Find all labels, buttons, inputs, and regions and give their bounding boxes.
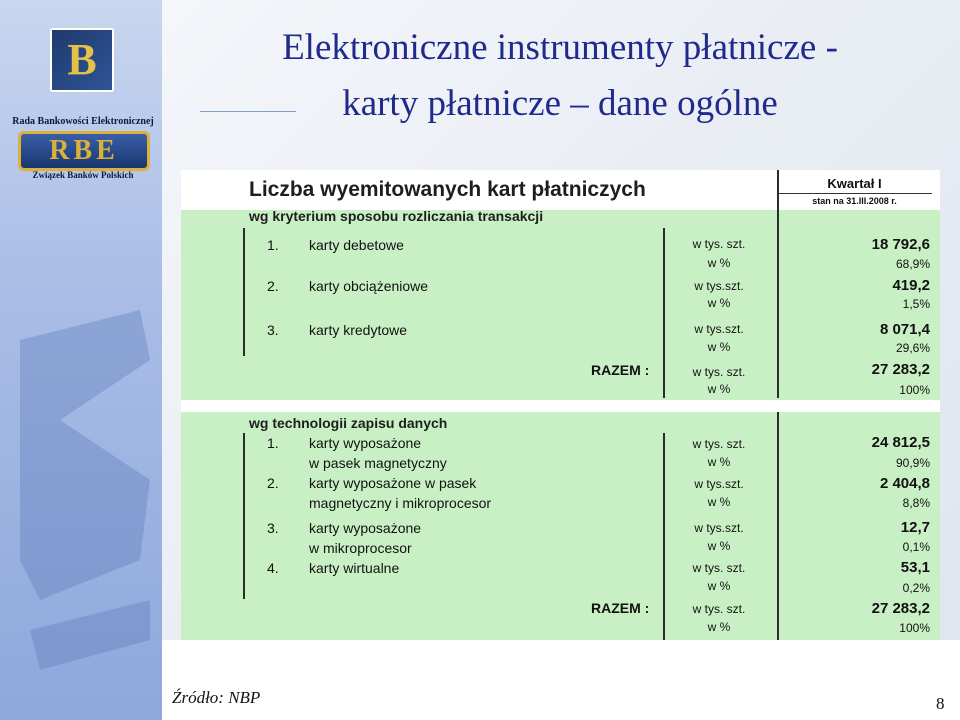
- row-unit: w tys. szt.: [692, 561, 746, 575]
- rbe-logo: RBE: [18, 131, 150, 171]
- section-divider: [181, 400, 940, 412]
- row-unit-pct: w %: [707, 340, 731, 354]
- row-unit-pct: w %: [707, 495, 731, 509]
- total-label: RAZEM :: [591, 362, 650, 378]
- row-num: 3.: [267, 322, 279, 338]
- row-num: 3.: [267, 520, 279, 536]
- row-unit: w tys. szt.: [692, 437, 746, 451]
- row-unit: w tys.szt.: [694, 477, 744, 491]
- section2-mid-rule: [663, 433, 665, 640]
- row-value: 419,2: [892, 277, 930, 294]
- row-value: 2 404,8: [879, 475, 930, 492]
- row-label-cont: w pasek magnetyczny: [309, 455, 447, 471]
- rbe-caption-bottom: Związek Banków Polskich: [32, 170, 134, 180]
- period-header: [777, 176, 932, 206]
- cards-table: [181, 170, 940, 640]
- period-label: Kwartał I: [827, 176, 882, 191]
- section1-right-rule: [777, 170, 779, 398]
- total-pct: 100%: [899, 383, 930, 397]
- row-label-cont: w mikroprocesor: [309, 540, 412, 556]
- row-label-cont: magnetyczny i mikroprocesor: [309, 495, 492, 511]
- total-pct: 100%: [899, 621, 930, 635]
- total-value: 27 283,2: [871, 600, 930, 617]
- title-divider: [200, 111, 296, 112]
- row-num: 1.: [267, 237, 279, 253]
- row-unit: w tys. szt.: [692, 237, 746, 251]
- row-pct: 1,5%: [902, 297, 930, 311]
- total-value: 27 283,2: [871, 361, 930, 378]
- row-pct: 0,2%: [902, 581, 930, 595]
- total-label: RAZEM :: [591, 600, 650, 616]
- row-num: 2.: [267, 278, 279, 294]
- row-value: 53,1: [900, 559, 930, 576]
- period-note: stan na 31.III.2008 r.: [812, 196, 897, 206]
- table-title: Liczba wyemitowanych kart płatniczych: [249, 178, 646, 201]
- row-label: karty wyposażone: [309, 520, 422, 536]
- row-value: 12,7: [900, 519, 930, 536]
- row-unit: w tys.szt.: [694, 279, 744, 293]
- section2-title: wg technologii zapisu danych: [249, 415, 448, 431]
- section2-right-rule: [777, 412, 779, 640]
- left-decor-bar: [0, 0, 162, 720]
- row-label: karty wyposażone: [309, 435, 422, 451]
- bank-logo-watermark-icon: [0, 300, 162, 720]
- row-value: 18 792,6: [871, 236, 930, 253]
- total-unit-pct: w %: [707, 620, 731, 634]
- row-unit-pct: w %: [707, 579, 731, 593]
- row-pct: 0,1%: [902, 540, 930, 554]
- row-pct: 29,6%: [895, 341, 930, 355]
- row-label: karty kredytowe: [309, 322, 408, 338]
- row-unit-pct: w %: [707, 296, 731, 310]
- section1-mid-rule: [663, 228, 665, 398]
- total-unit-pct: w %: [707, 382, 731, 396]
- row-unit-pct: w %: [707, 539, 731, 553]
- rbe-caption-top: Rada Bankowości Elektronicznej: [12, 116, 154, 127]
- slide-title-line2: karty płatnicze – dane ogólne: [342, 83, 778, 124]
- row-num: 4.: [267, 560, 279, 576]
- row-label: karty debetowe: [309, 237, 404, 253]
- period-divider: [777, 193, 932, 194]
- row-pct: 8,8%: [902, 496, 930, 510]
- row-pct: 90,9%: [895, 456, 930, 470]
- row-value: 24 812,5: [871, 434, 930, 451]
- bank-logo-icon: B: [50, 28, 114, 92]
- row-value: 8 071,4: [879, 321, 930, 338]
- slide-title-line1: Elektroniczne instrumenty płatnicze -: [282, 27, 838, 68]
- row-num: 2.: [267, 475, 279, 491]
- row-unit-pct: w %: [707, 455, 731, 469]
- total-unit: w tys. szt.: [692, 365, 746, 379]
- row-label: karty wirtualne: [309, 560, 400, 576]
- row-pct: 68,9%: [895, 257, 930, 271]
- row-unit-pct: w %: [707, 256, 731, 270]
- section1-title: wg kryterium sposobu rozliczania transakcji: [249, 208, 544, 224]
- row-num: 1.: [267, 435, 279, 451]
- total-unit: w tys. szt.: [692, 602, 746, 616]
- row-label: karty obciążeniowe: [309, 278, 429, 294]
- row-label: karty wyposażone w pasek: [309, 475, 477, 491]
- row-unit: w tys.szt.: [694, 322, 744, 336]
- section1-left-rule: [243, 228, 245, 356]
- source-note: Źródło: NBP: [172, 688, 261, 707]
- row-unit: w tys.szt.: [694, 521, 744, 535]
- table-header: [181, 170, 940, 210]
- page-number: 8: [936, 694, 945, 713]
- section2-left-rule: [243, 433, 245, 599]
